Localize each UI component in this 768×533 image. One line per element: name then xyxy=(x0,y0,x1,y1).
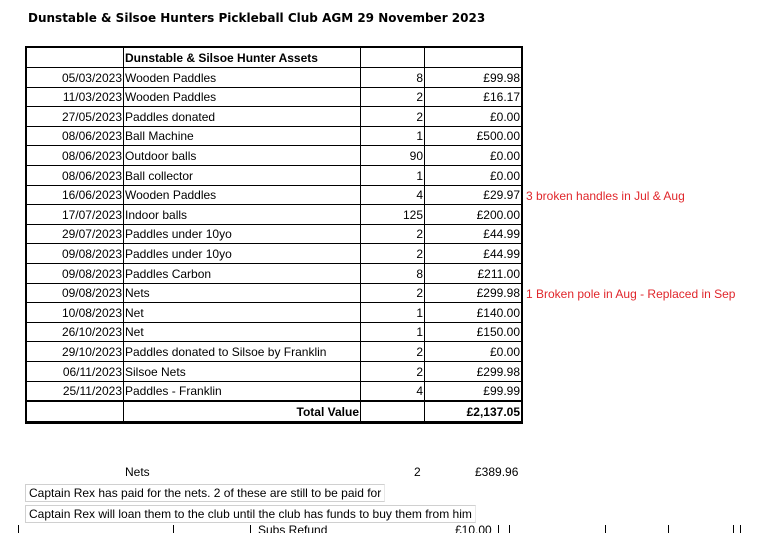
table-row xyxy=(26,361,737,381)
cell-border xyxy=(733,525,734,533)
row-qty[interactable]: 2 xyxy=(361,361,425,381)
row-item[interactable]: Wooden Paddles xyxy=(124,185,361,205)
row-item[interactable]: Net xyxy=(124,322,361,342)
row-date[interactable]: 29/07/2023 xyxy=(26,224,124,244)
row-value[interactable]: £299.98 xyxy=(425,361,523,381)
row-value[interactable]: £0.00 xyxy=(425,342,523,362)
row-item[interactable]: Paddles Carbon xyxy=(124,263,361,283)
row-qty[interactable]: 2 xyxy=(361,87,425,107)
table-row xyxy=(26,263,737,283)
header-blank-cell[interactable] xyxy=(26,47,124,68)
row-note xyxy=(522,224,737,244)
row-note: 1 Broken pole in Aug - Replaced in Sep xyxy=(526,286,736,301)
row-item[interactable]: Paddles donated xyxy=(124,107,361,127)
table-row xyxy=(26,322,737,342)
row-qty[interactable]: 2 xyxy=(361,107,425,127)
row-item[interactable]: Paddles under 10yo xyxy=(124,244,361,264)
row-date[interactable]: 10/08/2023 xyxy=(26,303,124,323)
cell-border xyxy=(173,525,174,533)
row-date[interactable]: 25/11/2023 xyxy=(26,381,124,401)
table-row xyxy=(26,205,737,225)
cell-border xyxy=(668,525,669,533)
row-item[interactable]: Outdoor balls xyxy=(124,146,361,166)
row-note xyxy=(522,322,737,342)
row-value[interactable]: £0.00 xyxy=(425,146,523,166)
nets-summary-value[interactable]: £389.96 xyxy=(475,465,519,479)
note-cell xyxy=(522,47,737,68)
row-value[interactable]: £99.98 xyxy=(425,68,523,88)
row-item[interactable]: Paddles - Franklin xyxy=(124,381,361,401)
row-qty[interactable]: 4 xyxy=(361,381,425,401)
table-row xyxy=(26,283,737,303)
row-item[interactable]: Nets xyxy=(124,283,361,303)
nets-summary-qty[interactable]: 2 xyxy=(414,465,421,479)
row-note xyxy=(522,263,737,283)
table-header[interactable]: Dunstable & Silsoe Hunter Assets xyxy=(124,47,361,68)
row-value[interactable]: £211.00 xyxy=(425,263,523,283)
row-qty[interactable]: 2 xyxy=(361,224,425,244)
row-item[interactable]: Ball Machine xyxy=(124,126,361,146)
row-date[interactable]: 09/08/2023 xyxy=(26,283,124,303)
row-note xyxy=(522,68,737,88)
note-cell xyxy=(522,401,737,422)
row-note xyxy=(522,342,737,362)
table-row xyxy=(26,146,737,166)
total-label[interactable]: Total Value xyxy=(124,401,361,422)
assets-table xyxy=(25,46,738,424)
cell-border xyxy=(498,525,499,533)
table-row xyxy=(26,381,737,401)
row-value[interactable]: £500.00 xyxy=(425,126,523,146)
table-row xyxy=(26,185,737,205)
row-value[interactable]: £0.00 xyxy=(425,107,523,127)
row-value[interactable]: £200.00 xyxy=(425,205,523,225)
cell-border xyxy=(509,525,510,533)
row-qty[interactable]: 4 xyxy=(361,185,425,205)
row-qty[interactable]: 125 xyxy=(361,205,425,225)
row-date[interactable]: 27/05/2023 xyxy=(26,107,124,127)
row-date[interactable]: 09/08/2023 xyxy=(26,244,124,264)
cell-border xyxy=(740,525,741,533)
row-item[interactable]: Paddles under 10yo xyxy=(124,224,361,244)
row-date[interactable]: 08/06/2023 xyxy=(26,146,124,166)
row-qty[interactable]: 1 xyxy=(361,165,425,185)
row-note: 3 broken handles in Jul & Aug xyxy=(526,188,685,203)
cell-border xyxy=(18,525,19,533)
cell-border xyxy=(605,525,606,533)
row-date[interactable]: 06/11/2023 xyxy=(26,361,124,381)
row-date[interactable]: 16/06/2023 xyxy=(26,185,124,205)
row-note xyxy=(522,165,737,185)
total-value[interactable]: £2,137.05 xyxy=(425,401,523,422)
row-date[interactable]: 05/03/2023 xyxy=(26,68,124,88)
note-line[interactable]: Captain Rex has paid for the nets. 2 of these are still to be paid for xyxy=(25,484,385,502)
row-value[interactable]: £0.00 xyxy=(425,165,523,185)
cut-off-value[interactable]: £10.00 xyxy=(455,525,492,533)
row-date[interactable]: 17/07/2023 xyxy=(26,205,124,225)
row-note xyxy=(522,205,737,225)
table-row xyxy=(26,224,737,244)
row-qty[interactable]: 90 xyxy=(361,146,425,166)
document-title: Dunstable & Silsoe Hunters Pickleball Club AGM 29 November 2023 xyxy=(28,11,486,25)
row-qty[interactable]: 8 xyxy=(361,263,425,283)
row-qty[interactable]: 8 xyxy=(361,68,425,88)
row-item[interactable]: Silsoe Nets xyxy=(124,361,361,381)
row-note xyxy=(522,244,737,264)
row-item[interactable]: Indoor balls xyxy=(124,205,361,225)
header-blank-cell[interactable] xyxy=(361,47,425,68)
row-qty[interactable]: 1 xyxy=(361,126,425,146)
row-item[interactable]: Ball collector xyxy=(124,165,361,185)
table-row xyxy=(26,68,737,88)
row-qty[interactable]: 2 xyxy=(361,283,425,303)
table-row xyxy=(26,126,737,146)
row-note xyxy=(522,303,737,323)
nets-summary-label[interactable]: Nets xyxy=(125,465,150,479)
row-note xyxy=(522,87,737,107)
row-qty[interactable]: 1 xyxy=(361,303,425,323)
row-item[interactable]: Paddles donated to Silsoe by Franklin xyxy=(124,342,361,362)
row-note xyxy=(522,381,737,401)
row-note xyxy=(522,146,737,166)
table-row xyxy=(26,342,737,362)
total-blank-cell[interactable] xyxy=(361,401,425,422)
row-date[interactable]: 29/10/2023 xyxy=(26,342,124,362)
total-blank-cell[interactable] xyxy=(26,401,124,422)
row-date[interactable]: 08/06/2023 xyxy=(26,126,124,146)
row-note xyxy=(522,107,737,127)
row-qty[interactable]: 1 xyxy=(361,322,425,342)
row-value[interactable]: £150.00 xyxy=(425,322,523,342)
row-date[interactable]: 11/03/2023 xyxy=(26,87,124,107)
table-row xyxy=(26,303,737,323)
row-value[interactable]: £44.99 xyxy=(425,244,523,264)
cut-off-label[interactable]: Subs Refund xyxy=(258,525,328,533)
cut-off-row xyxy=(18,525,748,533)
total-row xyxy=(26,401,737,422)
row-value[interactable]: £29.97 xyxy=(425,185,523,205)
row-item[interactable]: Wooden Paddles xyxy=(124,87,361,107)
row-date[interactable]: 08/06/2023 xyxy=(26,165,124,185)
row-item[interactable]: Wooden Paddles xyxy=(124,68,361,88)
row-value[interactable]: £299.98 xyxy=(425,283,523,303)
table-row xyxy=(26,107,737,127)
cell-border xyxy=(250,525,251,533)
table-header-row xyxy=(26,47,737,68)
row-item[interactable]: Net xyxy=(124,303,361,323)
row-value[interactable]: £44.99 xyxy=(425,224,523,244)
row-date[interactable]: 26/10/2023 xyxy=(26,322,124,342)
table-row xyxy=(26,244,737,264)
header-blank-cell[interactable] xyxy=(425,47,523,68)
row-note xyxy=(522,126,737,146)
row-value[interactable]: £140.00 xyxy=(425,303,523,323)
table-row xyxy=(26,87,737,107)
row-value[interactable]: £99.99 xyxy=(425,381,523,401)
row-qty[interactable]: 2 xyxy=(361,244,425,264)
row-value[interactable]: £16.17 xyxy=(425,87,523,107)
row-note xyxy=(522,361,737,381)
row-qty[interactable]: 2 xyxy=(361,342,425,362)
row-date[interactable]: 09/08/2023 xyxy=(26,263,124,283)
note-line[interactable]: Captain Rex will loan them to the club until the club has funds to buy them from him xyxy=(25,505,476,523)
table-row xyxy=(26,165,737,185)
